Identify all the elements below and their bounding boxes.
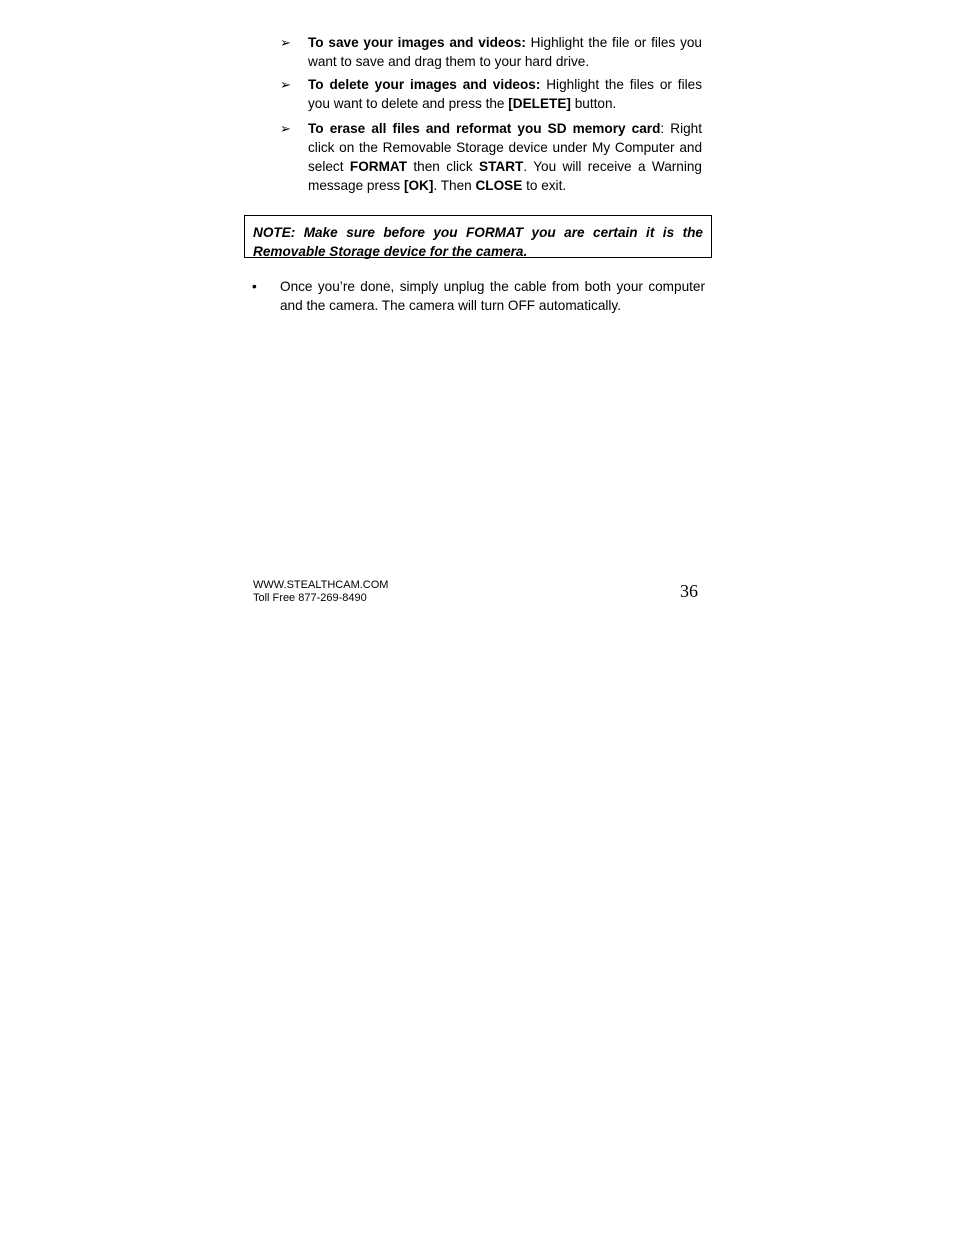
instruction-format [280, 119, 702, 195]
bullet-dot-icon: • [252, 279, 257, 294]
instruction-text: . Then [433, 178, 476, 193]
instruction-text: . You will receive a Warning message press [308, 159, 702, 193]
instruction-text: : Right click on the Removable Storage device under My Computer and select [308, 121, 702, 174]
instruction-delete [280, 75, 702, 113]
footer-website: WWW.STEALTHCAM.COM [253, 579, 389, 591]
final-step-list [252, 277, 705, 315]
footer-phone: Toll Free 877-269-8490 [253, 592, 367, 604]
instruction-text: button. [570, 96, 617, 111]
instruction-keyword: START [479, 159, 524, 174]
instruction-text: then click [407, 159, 480, 174]
footer-contact [253, 579, 388, 605]
instruction-keyword: [OK] [403, 178, 434, 193]
arrow-bullet-icon: ➢ [280, 77, 291, 92]
instruction-keyword: [DELETE] [508, 96, 571, 111]
instruction-text: Highlight the files or files you want to delete and press the [308, 77, 702, 111]
instruction-text: Highlight the file or files you want to save and drag them to your hard drive. [308, 35, 702, 69]
arrow-bullet-icon: ➢ [280, 35, 291, 50]
instruction-keyword: FORMAT [349, 159, 408, 174]
note-box: NOTE: Make sure before you FORMAT you are certain it is the Removable Storage device for the camera. [244, 215, 712, 258]
final-step-text: Once you’re done, simply unplug the cable from both your computer and the camera. The camera will turn OFF automatically. [280, 279, 705, 313]
instruction-list [280, 33, 702, 199]
final-step-item [252, 277, 705, 315]
instruction-keyword: CLOSE [475, 178, 523, 193]
arrow-bullet-icon: ➢ [280, 121, 291, 136]
instruction-save [280, 33, 702, 71]
page-number: 36 [680, 581, 698, 601]
instruction-heading: To delete your images and videos: [308, 77, 541, 92]
instruction-text: to exit. [522, 178, 567, 193]
instruction-heading: To erase all files and reformat you SD memory card [308, 121, 661, 136]
instruction-heading: To save your images and videos: [308, 35, 526, 50]
